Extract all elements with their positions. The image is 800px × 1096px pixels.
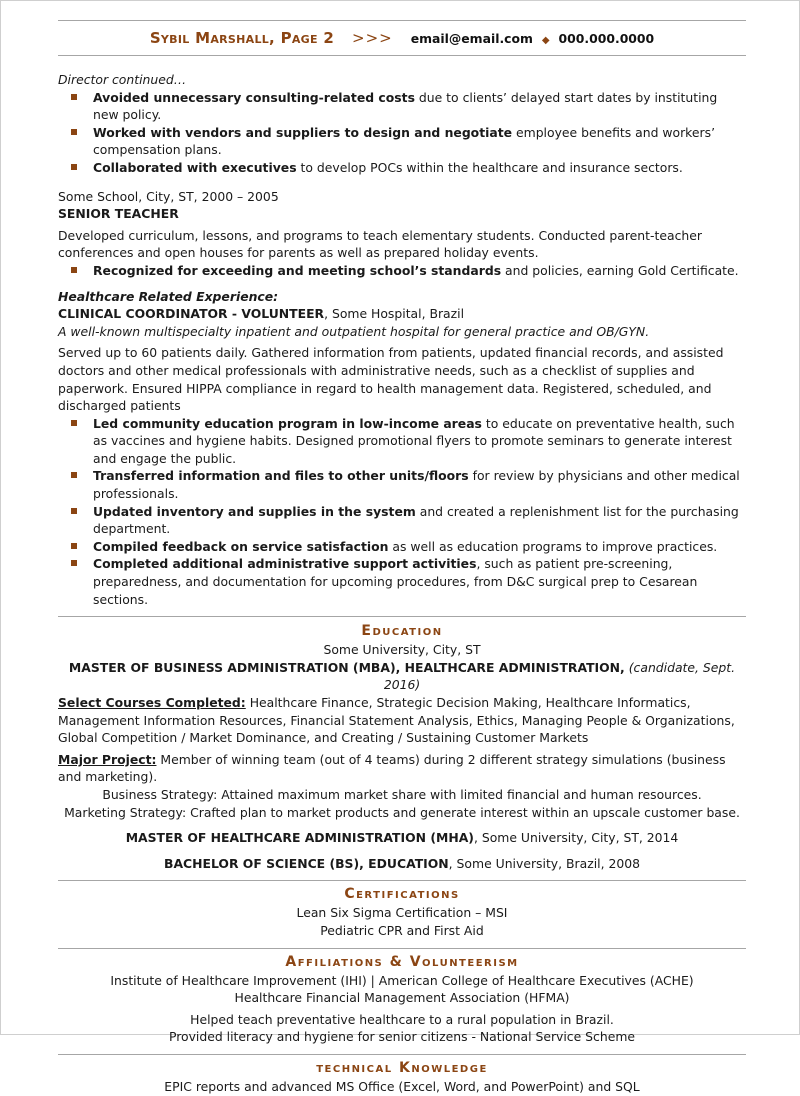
education-business-strategy: Business Strategy: Attained maximum market share with limited financial and human resources. [102, 786, 702, 802]
bullet-text: employee benefits and workers’ compensation plans. [93, 124, 716, 158]
courses-label: Select Courses Completed: [58, 695, 246, 710]
list-item [58, 503, 746, 538]
volunteer-item: Provided literacy and hygiene for senior citizens - National Service Scheme [168, 1029, 636, 1045]
education-project [58, 751, 746, 786]
education-courses [58, 694, 746, 747]
bullet-text: to educate on preventative health, such as vaccines and hygiene habits. Designed promotional flyers to promote seminars to generate interest and engage the public. [93, 415, 735, 466]
bullet-square-icon [71, 472, 77, 478]
technical-title: technical Knowledge [316, 1059, 488, 1076]
bullet-bold: Collaborated with executives [93, 159, 297, 175]
resume-content [58, 1, 746, 1096]
bullet-text: , such as patient pre-screening, preparedness, and documentation for upcoming procedures, from D&C surgical prep to Cesarean sections. [93, 556, 698, 607]
list-item [58, 467, 746, 502]
bullet-bold: Led community education program in low-income areas [93, 415, 482, 431]
affiliations-title: Affiliations & Volunteerism [285, 953, 519, 970]
technical-text: EPIC reports and advanced MS Office (Excel, Word, and PowerPoint) and SQL [164, 1078, 640, 1094]
bs-degree: BACHELOR OF SCIENCE (BS), EDUCATION [164, 855, 449, 871]
job-title: CLINICAL COORDINATOR - VOLUNTEER [58, 306, 325, 322]
header-phone: 000.000.0000 [558, 31, 655, 46]
teacher-title: SENIOR TEACHER [58, 206, 179, 222]
bullet-square-icon [71, 129, 77, 135]
bullet-bold: Recognized for exceeding and meeting school’s standards [93, 262, 502, 278]
certifications-title: Certifications [344, 886, 460, 903]
bullet-bold: Completed additional administrative support activities [93, 556, 477, 572]
bullet-text: as well as education programs to improve practices. [388, 538, 718, 554]
teacher-description: Developed curriculum, lessons, and programs to teach elementary students. Conducted parent-teacher conferences and open houses for parents as well as prepared holiday events. [58, 227, 702, 261]
bullet-bold: Worked with vendors and suppliers to design and negotiate [93, 124, 513, 140]
teacher-place: Some School, City, ST, 2000 – 2005 [58, 188, 279, 204]
volunteer-item: Helped teach preventative healthcare to a rural population in Brazil. [190, 1011, 614, 1027]
healthcare-heading: Healthcare Related Experience: [58, 288, 279, 304]
bullet-text: to develop POCs within the healthcare and insurance sectors. [296, 159, 683, 175]
header-name: Sybil Marshall, Page 2 [149, 29, 335, 47]
project-text: Member of winning team (out of 4 teams) during 2 different strategy simulations (business and marketing). [58, 751, 726, 785]
bullet-text: and policies, earning Gold Certificate. [501, 262, 739, 278]
list-item [58, 538, 746, 556]
healthcare-tagline: A well-known multispecialty inpatient and outpatient hospital for general practice and OB/GYN. [58, 323, 650, 339]
bullet-square-icon [71, 94, 77, 100]
list-item [58, 262, 746, 280]
bullet-square-icon [71, 543, 77, 549]
healthcare-title [58, 305, 746, 323]
bullet-text: due to clients’ delayed start dates by instituting new policy. [93, 89, 718, 123]
director-bullets [58, 89, 746, 177]
header-email: email@email.com [410, 31, 533, 46]
bullet-square-icon [71, 420, 77, 426]
education-mha [58, 829, 746, 847]
bs-details: , Some University, Brazil, 2008 [448, 855, 640, 871]
bullet-square-icon [71, 164, 77, 170]
list-item [58, 415, 746, 468]
header-arrows: >>> [352, 29, 393, 47]
education-title: Education [361, 623, 443, 640]
page-header [58, 21, 746, 55]
certification-item: Pediatric CPR and First Aid [320, 922, 484, 938]
healthcare-description: Served up to 60 patients daily. Gathered information from patients, updated financial records, and assisted doctors and other medical professionals with administrative needs, such as a checklist of supplies and paperwork. Ensured HIPPA compliance in regard to health management data. Registered, scheduled, and discharged patients [58, 345, 724, 414]
bullet-bold: Updated inventory and supplies in the system [93, 503, 416, 519]
bullet-bold: Transferred information and files to other units/floors [93, 468, 469, 484]
education-mba [58, 659, 746, 694]
bullet-square-icon [71, 267, 77, 273]
affiliation-item: Healthcare Financial Management Association (HFMA) [234, 990, 570, 1006]
courses-text: Healthcare Finance, Strategic Decision Making, Healthcare Informatics, Management Information Resources, Financial Statement Analysis, Ethics, Managing People & Organizations, Global Competition / Market Dominance, and Creating / Sustaining Customer Markets [58, 695, 735, 746]
list-item [58, 159, 746, 177]
certification-item: Lean Six Sigma Certification – MSI [296, 905, 508, 921]
teacher-bullets [58, 262, 746, 280]
bullet-square-icon [71, 560, 77, 566]
healthcare-bullets [58, 415, 746, 609]
mba-degree: MASTER OF BUSINESS ADMINISTRATION (MBA), HEALTHCARE ADMINISTRATION, [68, 659, 625, 675]
project-label: Major Project: [58, 751, 157, 767]
bullet-text: for review by physicians and other medical professionals. [93, 468, 740, 502]
bullet-bold: Avoided unnecessary consulting-related costs [93, 89, 415, 105]
affiliation-item: Institute of Healthcare Improvement (IHI) | American College of Healthcare Executives (ACHE) [110, 972, 694, 988]
education-school: Some University, City, ST [323, 642, 481, 658]
job-employer: , Some Hospital, Brazil [324, 306, 465, 322]
director-continued-label: Director continued… [58, 72, 187, 87]
list-item [58, 124, 746, 159]
bullet-bold: Compiled feedback on service satisfaction [93, 538, 389, 554]
diamond-icon: ◆ [541, 35, 550, 46]
mha-details: , Some University, City, ST, 2014 [473, 830, 679, 846]
list-item [58, 89, 746, 124]
list-item [58, 555, 746, 608]
mba-status: (candidate, Sept. 2016) [383, 659, 736, 693]
mha-degree: MASTER OF HEALTHCARE ADMINISTRATION (MHA) [125, 830, 474, 846]
bullet-square-icon [71, 508, 77, 514]
education-bs [58, 855, 746, 873]
bullet-text: and created a replenishment list for the purchasing department. [93, 503, 739, 537]
education-marketing-strategy: Marketing Strategy: Crafted plan to market products and generate interest within an upscale customer base. [64, 804, 740, 820]
